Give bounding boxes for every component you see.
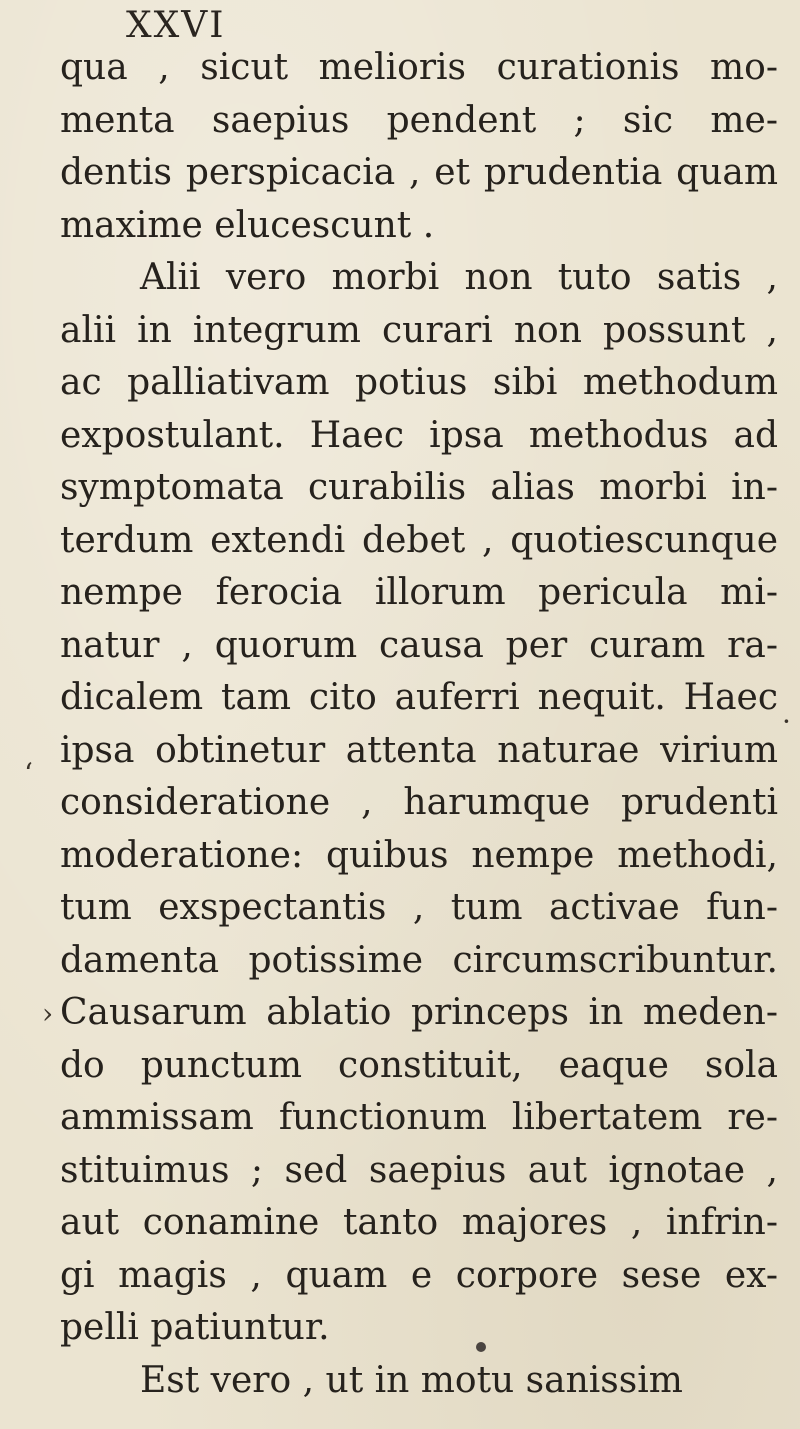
text-line: do punctum constituit, eaque sola <box>60 1044 778 1086</box>
text-line: ac palliativam potius sibi methodum <box>60 362 778 403</box>
body-text <box>60 42 778 1407</box>
paragraph-start-line: Alii vero morbi non tuto satis , <box>140 257 778 298</box>
text-line: consideratione , harumque prudenti <box>60 782 778 823</box>
text-line: terdum extendi debet , quotiescunque <box>60 519 778 561</box>
margin-mark: ‘ <box>24 757 33 790</box>
text-line: tum exspectantis , tum activae fun- <box>60 887 778 928</box>
text-line: expostulant. Haec ipsa methodus ad <box>60 414 778 456</box>
text-line: moderatione: quibus nempe methodi, <box>60 834 778 876</box>
text-line: Causarum ablatio princeps in meden- <box>60 992 778 1033</box>
text-line: nempe ferocia illorum pericula mi- <box>60 572 778 613</box>
text-line: symptomata curabilis alias morbi in- <box>60 467 778 508</box>
text-line: aut conamine tanto majores , infrin- <box>60 1202 778 1243</box>
text-line: ammissam functionum libertatem re- <box>60 1097 778 1138</box>
ink-spot <box>476 1342 486 1352</box>
page-number: XXVI <box>126 5 226 46</box>
text-line: natur , quorum causa per curam ra- <box>60 624 778 666</box>
text-line: alii in integrum curari non possunt , <box>60 309 778 351</box>
text-line: dentis perspicacia , et prudentia quam <box>60 152 778 193</box>
paragraph-start-line: Est vero , ut in motu sanissim <box>140 1359 683 1401</box>
text-line: dicalem tam cito auferri nequit. Haec <box>60 677 778 718</box>
text-line: damenta potissime circumscribuntur. <box>60 939 778 981</box>
text-line: stituimus ; sed saepius aut ignotae , <box>60 1149 778 1191</box>
margin-mark: › <box>42 997 54 1030</box>
text-line: pelli patiuntur. <box>60 1307 330 1348</box>
text-line: qua , sicut melioris curationis mo- <box>60 47 778 88</box>
margin-mark: · <box>782 705 791 738</box>
text-line: maxime elucescunt . <box>60 204 435 246</box>
text-line: gi magis , quam e corpore sese ex- <box>60 1254 778 1296</box>
text-line: ipsa obtinetur attenta naturae virium <box>60 729 778 771</box>
text-line: menta saepius pendent ; sic me- <box>60 99 778 141</box>
